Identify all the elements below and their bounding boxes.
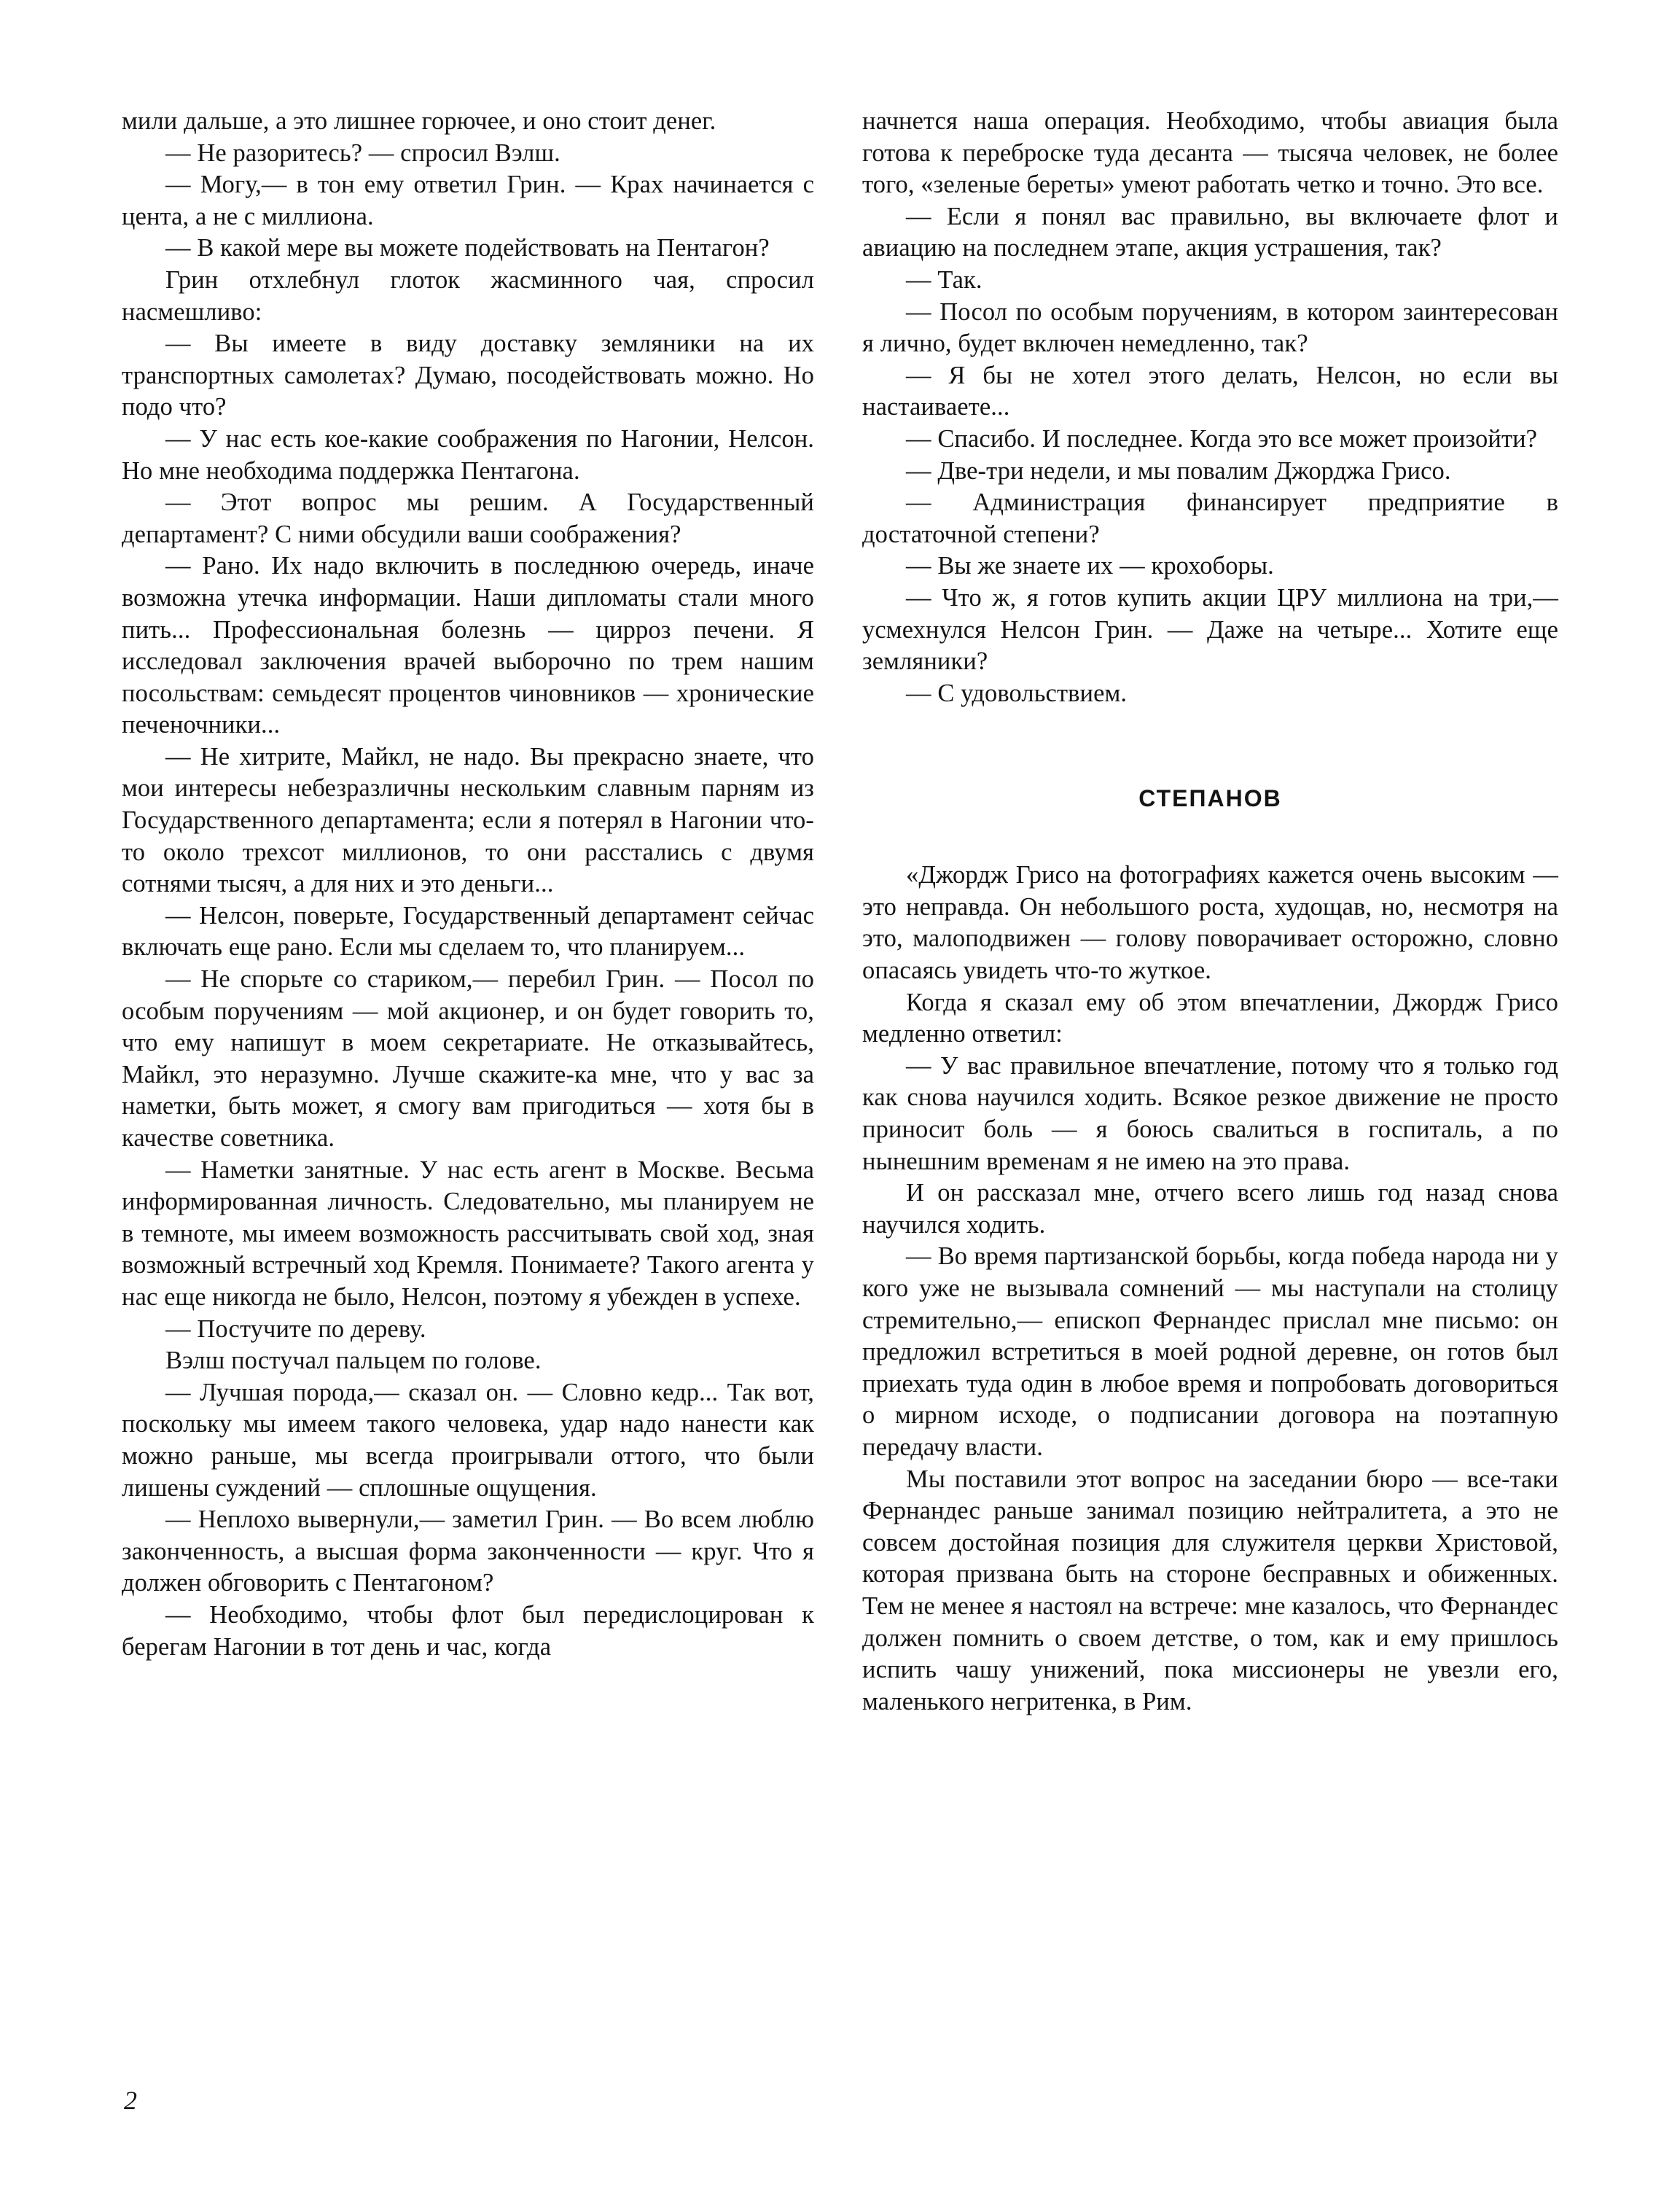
paragraph: — Так.: [906, 265, 982, 294]
paragraph: — Во время партизанской борьбы, когда победа народа ни у кого уже не вызывала сомнений — мы наступали на столицу стремительно,— епископ Фернандес прислал мне письмо: он предложил встретиться в моей родной деревне, он готов был приехать туда один в любое время и попробовать договориться о мирном исходе, о подписании договора на поэтапную передачу власти.: [862, 1242, 1558, 1461]
paragraph: — Администрация финансирует предприятие в достаточной степени?: [862, 488, 1558, 548]
paragraph: — Могу,— в тон ему ответил Грин. — Крах начинается с цента, а не с миллиона.: [122, 171, 814, 230]
paragraph: — Посол по особым поручениям, в котором заинтересован я лично, будет включен немедленно, так?: [862, 297, 1558, 358]
paragraph: — Что ж, я готов купить акции ЦРУ миллиона на три,— усмехнулся Нелсон Грин. — Даже на четыре... Хотите еще земляники?: [862, 583, 1558, 676]
paragraph: — Если я понял вас правильно, вы включаете флот и авиацию на последнем этапе, акция устрашения, так?: [862, 202, 1558, 262]
paragraph: — С удовольствием.: [906, 679, 1128, 707]
paragraph: — Наметки занятные. У нас есть агент в Москве. Весьма информированная личность. Следовательно, мы планируем не в темноте, мы имеем возможность рассчитывать свой ход, зная возможный встречный ход Кремля. Понимаете? Такого агента у нас еще никогда не было, Нелсон, поэтому я убежден в успехе.: [122, 1156, 814, 1311]
paragraph: — Неплохо вывернули,— заметил Грин. — Во всем люблю законченность, а высшая форма законченности — круг. Что я должен обговорить с Пентагоном?: [122, 1505, 814, 1597]
right-column: [862, 106, 1558, 1718]
paragraph: Мы поставили этот вопрос на заседании бюро — все-таки Фернандес раньше занимал позицию нейтралитета, а это не совсем достойная позиция для служителя церкви Христовой, которая призвана быть на стороне бесправных и обиженных. Тем не менее я настоял на встрече: мне казалось, что Фернандес должен помнить о своем детстве, о том, как и ему пришлось испить чашу унижений, пока миссионеры не увезли его, маленького негритенка, в Рим.: [862, 1465, 1558, 1715]
section-heading: СТЕПАНОВ: [1138, 785, 1282, 812]
paragraph: — Необходимо, чтобы флот был передислоцирован к берегам Нагонии в тот день и час, когда: [122, 1600, 814, 1661]
left-column: [122, 106, 814, 1663]
paragraph: — У вас правильное впечатление, потому что я только год как снова научился ходить. Всякое резкое движение не просто приносит боль — я боюсь свалиться в госпиталь, а по нынешним временам я не имею на это права.: [862, 1051, 1558, 1175]
paragraph: — Вы же знаете их — крохоборы.: [906, 552, 1274, 580]
paragraph: — Не хитрите, Майкл, не надо. Вы прекрасно знаете, что мои интересы небезразличны нескольким славным парням из Государственного департамента; если я потерял в Нагонии что-то около трехсот миллионов, то они расстались с двумя сотнями тысяч, а для них и это деньги...: [122, 742, 814, 898]
paragraph: — Две-три недели, и мы повалим Джорджа Грисо.: [906, 456, 1451, 485]
right-column-narrative: [862, 860, 1558, 1718]
page-number: 2: [124, 2086, 137, 2115]
paragraph: — В какой мере вы можете подействовать на Пентагон?: [165, 234, 770, 262]
paragraph: — Спасибо. И последнее. Когда это все может произойти?: [906, 424, 1538, 453]
paragraph: — Нелсон, поверьте, Государственный департамент сейчас включать еще рано. Если мы сделаем то, что планируем...: [122, 901, 814, 962]
paragraph: — Этот вопрос мы решим. А Государственный департамент? С ними обсудили ваши соображения?: [122, 488, 814, 548]
paragraph: Когда я сказал ему об этом впечатлении, Джордж Грисо медленно ответил:: [862, 988, 1558, 1048]
paragraph: мили дальше, а это лишнее горючее, и оно стоит денег.: [122, 107, 716, 135]
paragraph: — Вы имеете в виду доставку земляники на их транспортных самолетах? Думаю, посодействовать можно. Но подо что?: [122, 330, 814, 421]
right-column-dialogue: [862, 106, 1558, 709]
paragraph: — Постучите по дереву.: [165, 1314, 426, 1343]
paragraph: Грин отхлебнул глоток жасминного чая, спросил насмешливо:: [122, 265, 814, 326]
paragraph: И он рассказал мне, отчего всего лишь год назад снова научился ходить.: [862, 1179, 1558, 1239]
paragraph: — Рано. Их надо включить в последнюю очередь, иначе возможна утечка информации. Наши дипломаты стали много пить... Профессиональная болезнь — цирроз печени. Я исследовал заключения врачей выборочно по трем нашим посольствам: семьдесят процентов чиновников — хронические печеночники...: [122, 552, 814, 739]
paragraph: начнется наша операция. Необходимо, чтобы авиация была готова к переброске туда десанта — тысяча человек, не более того, «зеленые береты» умеют работать четко и точно. Это все.: [862, 107, 1558, 199]
paragraph: — У нас есть кое-какие соображения по Нагонии, Нелсон. Но мне необходима поддержка Пентагона.: [122, 424, 814, 485]
paragraph: Вэлш постучал пальцем по голове.: [165, 1347, 542, 1375]
paragraph: «Джордж Грисо на фотографиях кажется очень высоким — это неправда. Он небольшого роста, худощав, но, несмотря на это, малоподвижен — голову поворачивает осторожно, словно опасаясь увидеть что-то жуткое.: [862, 861, 1558, 985]
paragraph: — Не спорьте со стариком,— перебил Грин. — Посол по особым поручениям — мой акционер, и он будет говорить то, что ему напишут в моем секретариате. Не отказывайтесь, Майкл, это неразумно. Лучше скажите-ка мне, что у вас за наметки, быть может, я смогу вам пригодиться — хотя бы в качестве советника.: [122, 965, 814, 1152]
paragraph: — Не разоритесь? — спросил Вэлш.: [165, 139, 560, 167]
paragraph: — Лучшая порода,— сказал он. — Словно кедр... Так вот, поскольку мы имеем такого человека, удар надо нанести как можно раньше, мы всегда проигрывали оттого, что были лишены суждений — сплошные ощущения.: [122, 1378, 814, 1502]
paragraph: — Я бы не хотел этого делать, Нелсон, но если вы настаиваете...: [862, 361, 1558, 421]
